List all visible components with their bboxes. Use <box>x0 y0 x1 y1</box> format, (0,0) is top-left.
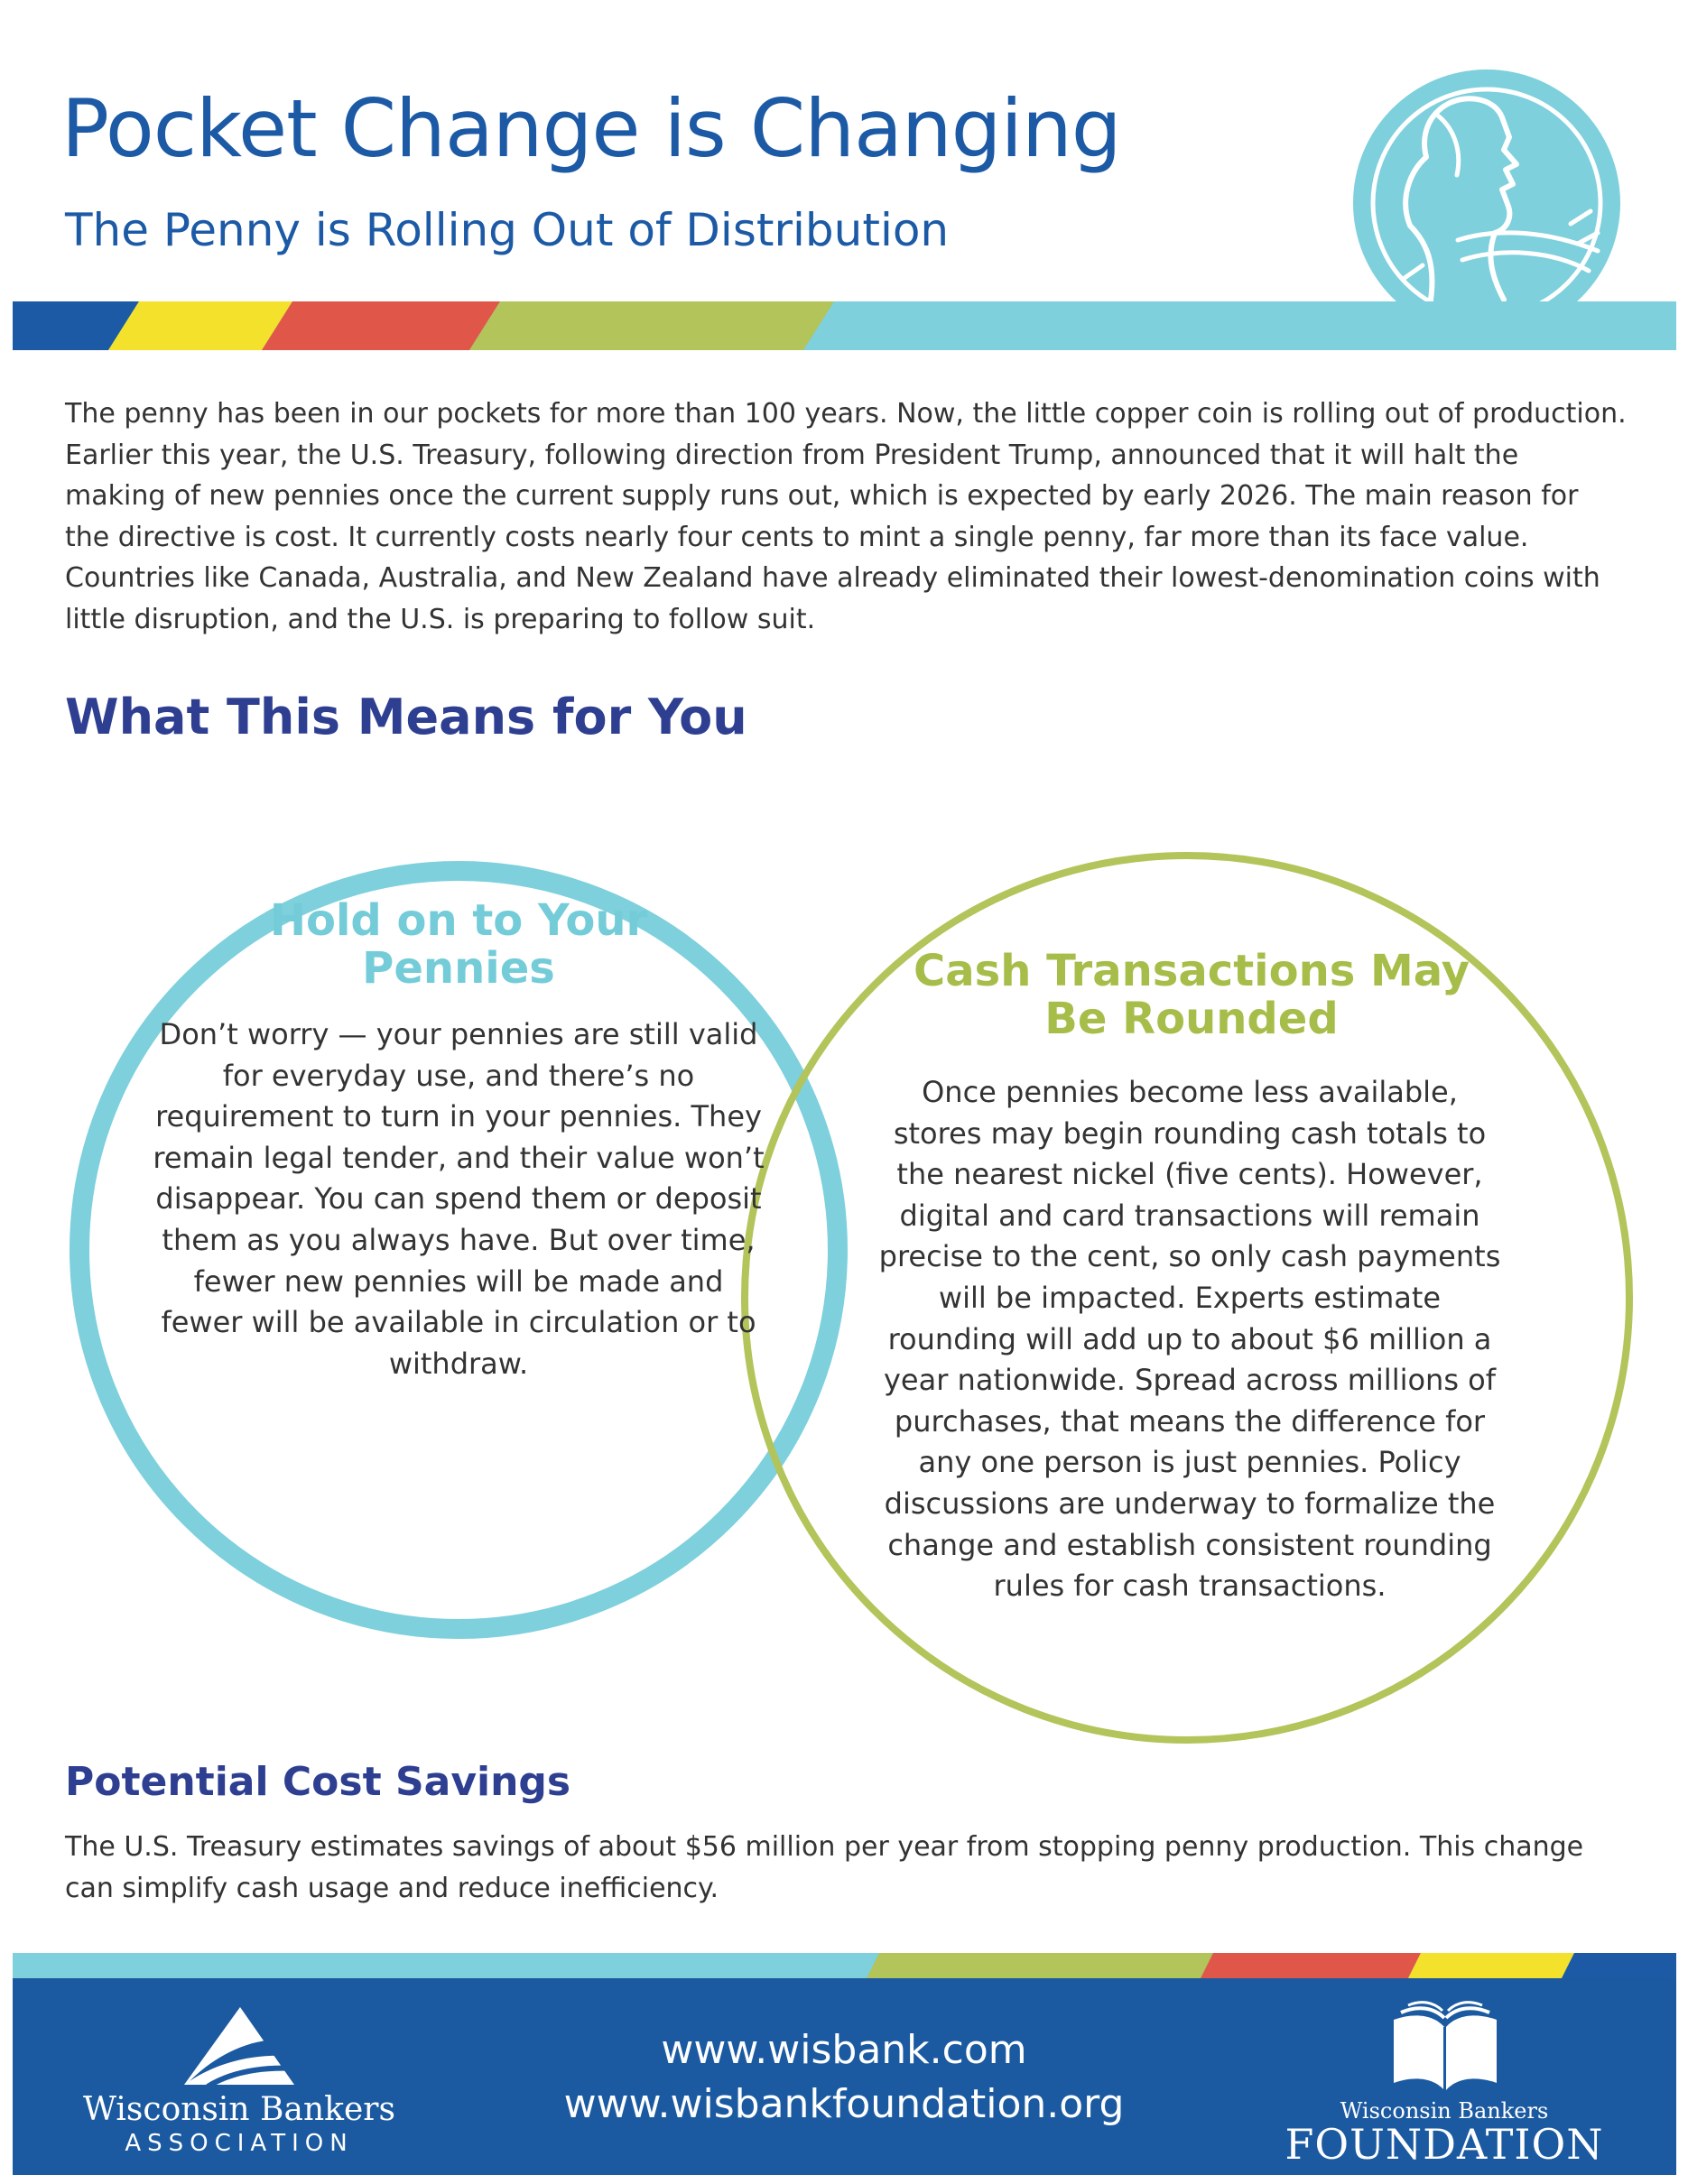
wisbankfoundation-link[interactable]: www.wisbankfoundation.org <box>563 2081 1125 2127</box>
hold-title: Hold on to Your Pennies <box>269 895 648 994</box>
hold-text: Don’t worry — your pennies are still valid for everyday use, and there’s no requirement to turn in your pennies. They remain legal tender, and their value won’t disappear. You can spend them or deposit them as you always have. But over time, fewer new pennies will be made and fewer will be available in circulation or to withdraw. <box>153 1017 765 1381</box>
cash-title: Cash Transactions May Be Rounded <box>914 946 1470 1044</box>
section-title-means: What This Means for You <box>65 689 747 745</box>
page-subtitle: The Penny is Rolling Out of Distribution <box>65 204 950 256</box>
wba-triangle-logo-icon <box>181 2005 298 2087</box>
wba-association-label: ASSOCIATION <box>125 2130 354 2157</box>
wba-name: Wisconsin Bankers <box>83 2091 395 2128</box>
cash-text: Once pennies become less available, stores may begin rounding cash totals to the nearest nickel (five cents). However, digital and card transactions will remain precise to the cent, so only cash payments will be impacted. Experts estimate rounding will add up to about $6 million a year nationwide. Spread across millions of purchases, that means the difference for any one person is just pennies. Policy discussions are underway to formalize the change and establish consistent rounding rules for cash transactions. <box>878 1075 1501 1604</box>
wbf-foundation-label: FOUNDATION <box>1285 2120 1604 2169</box>
open-book-logo-icon <box>1387 1996 1504 2096</box>
top-color-stripe <box>13 301 1676 350</box>
intro-paragraph: The penny has been in our pockets for more than 100 years. Now, the little copper coin is rolling out of production. Earlier this year, the U.S. Treasury, following direction from President Trump, announced that it will halt the making of new pennies once the current supply runs out, which is expected by early 2026. The main reason for the directive is cost. It currently costs nearly four cents to mint a single penny, far more than its face value. Countries like Canada, Australia, and New Zealand have already eliminated their lowest-denomination coins with little disruption, and the U.S. is preparing to follow suit. <box>65 398 1627 635</box>
wbf-name: Wisconsin Bankers <box>1340 2098 1549 2124</box>
penny-lincoln-icon <box>1327 63 1643 307</box>
wisbank-link[interactable]: www.wisbank.com <box>661 2027 1027 2073</box>
savings-paragraph: The U.S. Treasury estimates savings of about $56 million per year from stopping penny production. This change can simplify cash usage and reduce inefficiency. <box>65 1831 1584 1904</box>
section-title-savings: Potential Cost Savings <box>65 1759 571 1805</box>
bottom-color-stripe <box>13 1953 1676 1978</box>
page-title: Pocket Change is Changing <box>61 82 1121 175</box>
